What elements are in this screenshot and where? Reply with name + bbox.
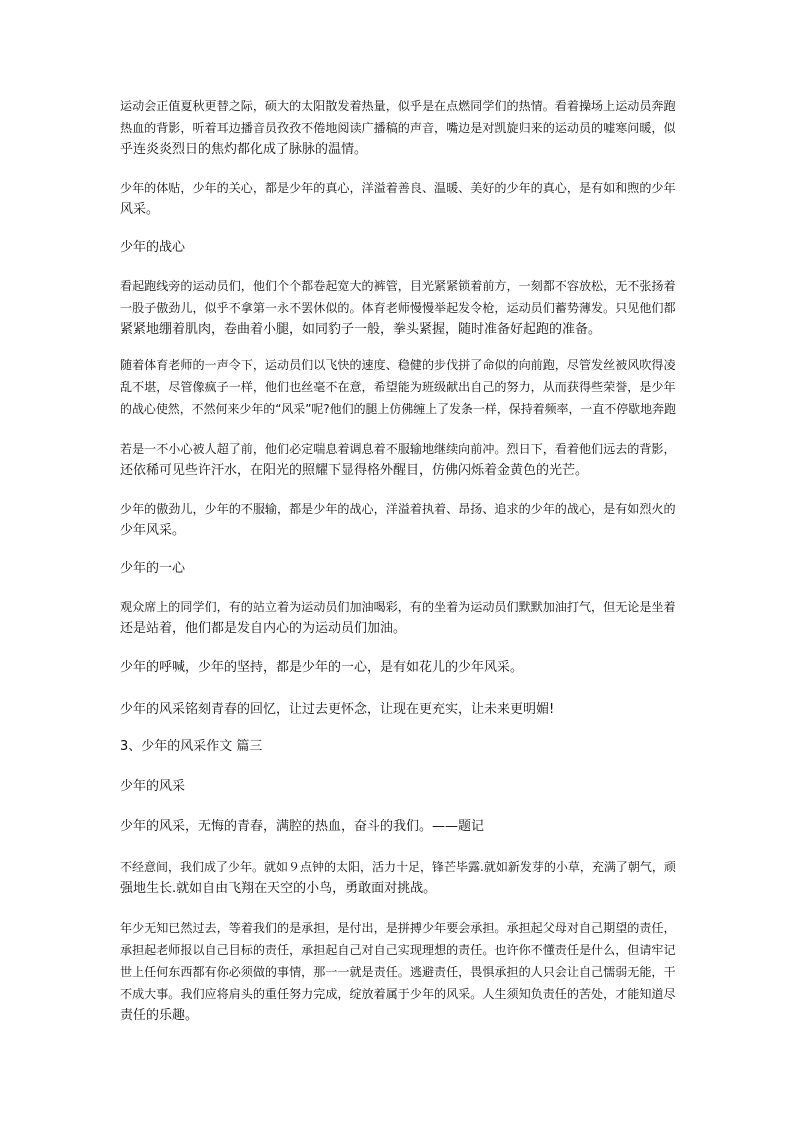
- paragraph-3: [120, 275, 676, 341]
- text-line: 少年的呼喊，少年的坚持，都是少年的一心，是有如花儿的少年风采。: [120, 660, 524, 675]
- text-line: 3、少年的风采作文 篇三: [120, 739, 263, 754]
- text-line: 强地生长.就如自由飞翔在天空的小鸟，勇敢面对挑战。: [120, 881, 437, 896]
- text-line: 责任的乐趣。: [120, 1008, 199, 1023]
- paragraph-2: [120, 177, 676, 221]
- text-line: 少年的风采: [120, 779, 186, 794]
- paragraph-7: [120, 596, 676, 640]
- paragraph-8: [120, 657, 676, 679]
- section-heading-yixin: [120, 558, 676, 580]
- paragraph-11: [120, 917, 676, 1027]
- text-line: 少年的傲劲儿，少年的不服输，都是少年的战心，洋溢着执着、昂扬、追求的少年的战心，是有如烈火的: [120, 502, 676, 516]
- text-line: 风采。: [120, 202, 160, 217]
- text-line: 随着体育老师的一声令下，运动员们以飞快的速度、稳健的步伐拼了命似的向前跑，尽管发丝被风吹得凌: [120, 358, 676, 372]
- text-line: 看起跑线旁的运动员们，他们个个都卷起宽大的裤管，目光紧紧锁着前方，一刻都不容放松，无不张扬着: [120, 279, 676, 293]
- section-heading-fengcai: [120, 776, 676, 798]
- paragraph-4: [120, 354, 676, 420]
- text-line: 少年的体贴，少年的关心，都是少年的真心，洋溢着善良、温暖、美好的少年的真心，是有如和煦的少年: [120, 181, 676, 195]
- text-line: 紧紧地绷着肌肉，卷曲着小腿，如同豹子一般，拳头紧握，随时准备好起跑的准备。: [120, 322, 602, 337]
- text-line: 年少无知已然过去，等着我们的是承担，是付出，是拼搏少年要会承担。承担起父母对自己期望的责任，: [120, 921, 676, 935]
- paragraph-5: [120, 438, 676, 482]
- text-line: 少年的风采铭刻青春的回忆，让过去更怀念，让现在更充实，让未来更明媚!: [120, 702, 555, 717]
- paragraph-9: [120, 699, 676, 721]
- text-line: 乎连炎炎烈日的焦灼都化成了脉脉的温情。: [120, 142, 368, 157]
- text-line: 少年的一心: [120, 561, 186, 576]
- section-heading-zhanxin: [120, 237, 676, 259]
- text-line: 观众席上的同学们，有的站立着为运动员们加油喝彩，有的坐着为运动员们默默加油打气，但无论是坐着: [120, 600, 676, 614]
- text-line: 乱不堪，尽管像疯子一样，他们也丝毫不在意，希望能为班级献出自己的努力，从而获得些荣誉，是少年: [120, 380, 676, 394]
- text-line: 运动会正值夏秋更替之际，硕大的太阳散发着热量，似乎是在点燃同学们的热情。看着操场上运动员奔跑: [120, 99, 676, 113]
- text-line: 世上任何东西都有你必须做的事情，那一一就是责任。逃避责任，畏惧承担的人只会让自己懦弱无能，干: [120, 965, 676, 979]
- text-line: 还是站着，他们都是发自内心的为运动员们加油。: [120, 621, 407, 636]
- article-heading: [120, 736, 676, 758]
- text-line: 少年的战心: [120, 240, 186, 255]
- text-line: 还依稀可见些许汗水，在阳光的照耀下显得格外醒目，仿佛闪烁着金黄色的光芒。: [120, 463, 589, 478]
- text-line: 一股子傲劲儿，似乎不拿第一永不罢休似的。体育老师慢慢举起发令枪，运动员们蓄势薄发。只见他们都: [120, 301, 676, 315]
- paragraph-6: [120, 498, 676, 542]
- paragraph-1: [120, 95, 676, 161]
- text-line: 热血的背影，听着耳边播音员孜孜不倦地阅读广播稿的声音，嘴边是对凯旋归来的运动员的嘘寒问暖，似: [120, 121, 676, 135]
- paragraph-10: [120, 856, 676, 900]
- text-line: 不经意间，我们成了少年。就如９点钟的太阳，活力十足，锋芒毕露.就如新发芽的小草，充满了朝气，顽: [120, 860, 676, 874]
- epigraph: [120, 816, 676, 838]
- text-line: 承担起老师报以自己目标的责任，承担起自己对自己实现理想的责任。也许你不懂责任是什么，但请牢记: [120, 943, 676, 957]
- text-line: 的战心使然，不然何来少年的“风采”呢?他们的腿上仿佛缠上了发条一样，保持着频率，一直不停歇地奔跑: [120, 402, 676, 416]
- text-line: 少年风采。: [120, 523, 186, 538]
- text-line: 不成大事。我们应将肩头的重任努力完成，绽放着属于少年的风采。人生须知负责任的苦处，才能知道尽: [120, 987, 676, 1001]
- text-line: 若是一不小心被人超了前，他们必定喘息着调息着不服输地继续向前冲。烈日下，看着他们远去的背影，: [120, 442, 676, 456]
- text-line: 少年的风采，无悔的青春，满腔的热血，奋斗的我们。——题记: [120, 819, 485, 834]
